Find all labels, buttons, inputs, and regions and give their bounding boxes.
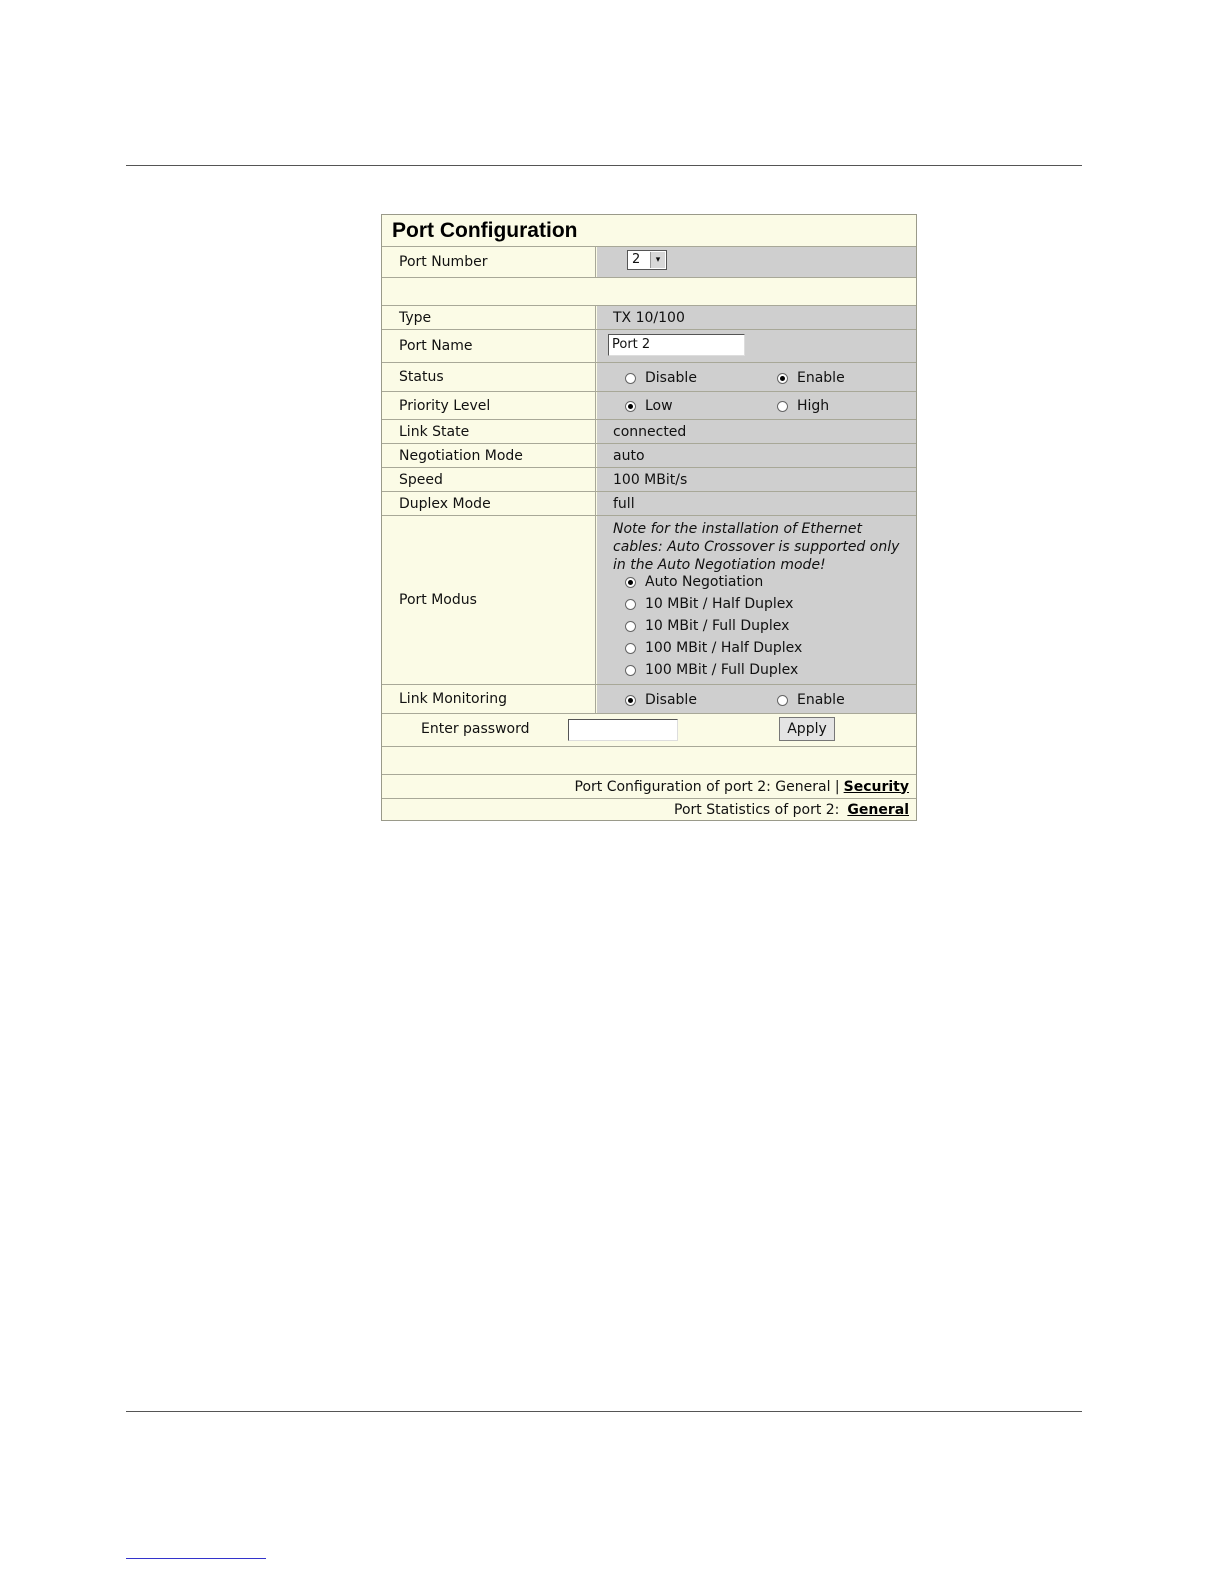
modus-option[interactable]: 10 MBit / Full Duplex [625, 618, 789, 634]
footer-rule [126, 1411, 1082, 1412]
duplex-label: Duplex Mode [382, 492, 596, 515]
negotiation-label: Negotiation Mode [382, 444, 596, 467]
type-value: TX 10/100 [597, 306, 916, 329]
priority-label: Priority Level [382, 392, 596, 419]
modus-radio[interactable] [625, 577, 636, 588]
port-name-row [382, 329, 916, 362]
type-row [382, 305, 916, 329]
status-row [382, 362, 916, 391]
config-links-text: Port Configuration of port 2: General | [574, 778, 840, 795]
negotiation-row [382, 443, 916, 467]
status-disable-radio[interactable] [625, 373, 636, 384]
port-number-row [382, 246, 916, 277]
page-title: Port Configuration [392, 219, 578, 242]
negotiation-value: auto [597, 444, 916, 467]
link-monitoring-row [382, 684, 916, 713]
modus-option[interactable]: 100 MBit / Half Duplex [625, 640, 802, 656]
footnote-rule [126, 1558, 266, 1559]
modus-radio[interactable] [625, 643, 636, 654]
security-link[interactable]: Security [843, 778, 909, 795]
cable-note: Note for the installation of Ethernet cables: Auto Crossover is supported only in the Auto Negotiation mode! [613, 521, 900, 573]
link-state-value: connected [597, 420, 916, 443]
statistics-general-link[interactable]: General [847, 801, 909, 818]
link-monitoring-label: Link Monitoring [382, 685, 596, 713]
modus-option[interactable]: 10 MBit / Half Duplex [625, 596, 793, 612]
speed-value: 100 MBit/s [597, 468, 916, 491]
status-disable-option[interactable]: Disable [625, 370, 697, 386]
status-enable-option[interactable]: Enable [777, 370, 845, 386]
port-number-select[interactable]: 2 ▾ [627, 250, 667, 270]
apply-button[interactable]: Apply [779, 717, 835, 741]
status-label: Status [382, 363, 596, 391]
modus-option[interactable]: Auto Negotiation [625, 574, 763, 590]
status-enable-radio[interactable] [777, 373, 788, 384]
stats-links-text: Port Statistics of port 2: [674, 801, 840, 818]
port-name-input[interactable]: Port 2 [608, 334, 745, 356]
link-monitoring-disable-option[interactable]: Disable [625, 692, 697, 708]
priority-low-option[interactable]: Low [625, 398, 673, 414]
link-monitoring-enable-option[interactable]: Enable [777, 692, 845, 708]
password-label: Enter password [421, 721, 530, 737]
link-state-row [382, 419, 916, 443]
chevron-down-icon[interactable]: ▾ [650, 252, 665, 268]
config-links-row [382, 774, 916, 798]
link-state-label: Link State [382, 420, 596, 443]
password-row [382, 713, 916, 746]
priority-low-radio[interactable] [625, 401, 636, 412]
priority-high-option[interactable]: High [777, 398, 829, 414]
spacer-row [382, 277, 916, 305]
duplex-value: full [597, 492, 916, 515]
port-modus-label: Port Modus [382, 516, 596, 684]
modus-option[interactable]: 100 MBit / Full Duplex [625, 662, 798, 678]
password-input[interactable] [568, 719, 678, 741]
duplex-row [382, 491, 916, 515]
modus-radio[interactable] [625, 599, 636, 610]
speed-label: Speed [382, 468, 596, 491]
modus-radio[interactable] [625, 621, 636, 632]
priority-high-radio[interactable] [777, 401, 788, 412]
spacer-row [382, 746, 916, 774]
speed-row [382, 467, 916, 491]
port-name-label: Port Name [382, 330, 596, 362]
port-number-label: Port Number [382, 247, 596, 277]
type-label: Type [382, 306, 596, 329]
stats-links-row [382, 798, 916, 820]
header-rule [126, 165, 1082, 166]
modus-radio[interactable] [625, 665, 636, 676]
priority-row [382, 391, 916, 419]
link-monitoring-enable-radio[interactable] [777, 695, 788, 706]
link-monitoring-disable-radio[interactable] [625, 695, 636, 706]
port-configuration-panel [381, 214, 917, 821]
port-modus-row [382, 515, 916, 684]
